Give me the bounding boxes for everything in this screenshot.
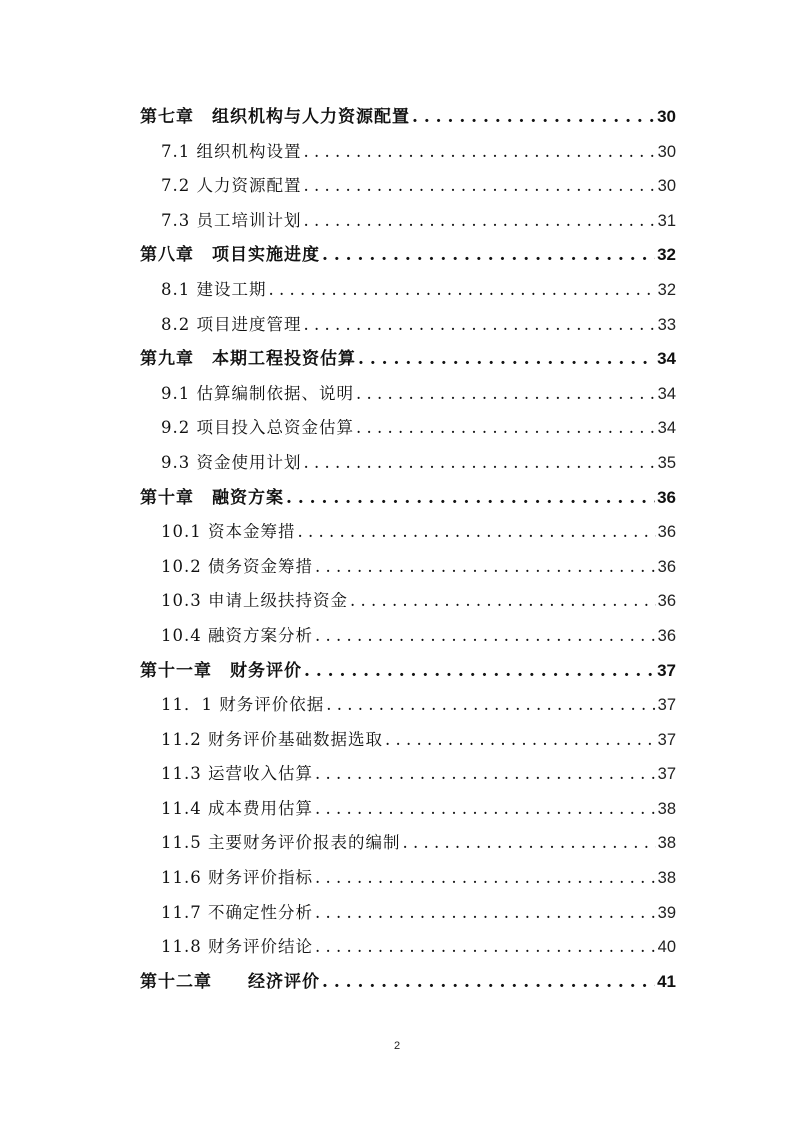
toc-section-entry[interactable] <box>140 515 676 550</box>
toc-entry-page-number: 30 <box>657 142 676 161</box>
dot-leader <box>315 757 656 792</box>
dot-leader <box>356 377 656 412</box>
toc-entry-page-number: 36 <box>657 557 676 576</box>
toc-section-entry[interactable] <box>140 308 676 343</box>
toc-section-entry[interactable] <box>140 377 676 412</box>
toc-section-entry[interactable] <box>140 550 676 585</box>
toc-entry-page-number: 33 <box>657 315 676 334</box>
toc-entry-page-number: 30 <box>657 177 676 196</box>
toc-entry-title: 11.3 运营收入估算 <box>161 764 313 784</box>
dot-leader <box>358 342 655 377</box>
dot-leader <box>412 100 655 135</box>
toc-section-entry[interactable] <box>140 584 676 619</box>
toc-entry-page-number: 36 <box>657 487 676 507</box>
toc-entry-title: 10.1 资本金筹措 <box>161 522 296 542</box>
dot-leader <box>322 965 655 1000</box>
dot-leader <box>315 792 656 827</box>
toc-section-entry[interactable] <box>140 688 676 723</box>
toc-section-entry[interactable] <box>140 446 676 481</box>
toc-entry-page-number: 40 <box>657 938 676 957</box>
dot-leader <box>304 654 655 689</box>
dot-leader <box>385 723 656 758</box>
toc-section-entry[interactable] <box>140 723 676 758</box>
toc-section-entry[interactable] <box>140 204 676 239</box>
toc-section-entry[interactable] <box>140 930 676 965</box>
toc-entry-page-number: 35 <box>657 453 676 472</box>
page-number: 2 <box>393 1040 401 1052</box>
toc-section-entry[interactable] <box>140 757 676 792</box>
toc-entry-page-number: 41 <box>657 971 676 991</box>
toc-entry-title: 11.6 财务评价指标 <box>161 868 313 888</box>
dot-leader <box>402 826 655 861</box>
toc-entry-page-number: 38 <box>657 869 676 888</box>
toc-section-entry[interactable] <box>140 896 676 931</box>
toc-entry-page-number: 32 <box>657 245 676 265</box>
toc-entry-title: 11.4 成本费用估算 <box>161 798 313 818</box>
toc-section-entry[interactable] <box>140 411 676 446</box>
toc-entry-page-number: 30 <box>657 107 676 126</box>
toc-chapter-entry[interactable] <box>140 100 676 135</box>
toc-entry-title: 7.2 人力资源配置 <box>161 176 302 196</box>
toc-entry-title: 第十一章 财务评价 <box>140 660 302 681</box>
toc-entry-page-number: 31 <box>657 211 676 230</box>
toc-section-entry[interactable] <box>140 792 676 827</box>
dot-leader <box>304 446 656 481</box>
toc-entry-page-number: 34 <box>657 349 676 369</box>
dot-leader <box>315 930 656 965</box>
dot-leader <box>356 411 656 446</box>
toc-entry-page-number: 37 <box>657 765 676 784</box>
toc-entry-page-number: 36 <box>657 626 676 645</box>
toc-entry-title: 第七章 组织机构与人力资源配置 <box>140 107 410 127</box>
toc-entry-title: 9.1 估算编制依据、说明 <box>161 383 354 403</box>
dot-leader <box>315 619 656 654</box>
toc-chapter-entry[interactable] <box>140 342 676 377</box>
toc-entry-title: 11.2 财务评价基础数据选取 <box>161 729 383 749</box>
toc-entry-page-number: 38 <box>657 834 676 853</box>
dot-leader <box>286 481 655 516</box>
toc-entry-title: 10.4 融资方案分析 <box>161 625 313 645</box>
toc-entry-title: 11.7 不确定性分析 <box>161 902 313 922</box>
toc-entry-title: 11.5 主要财务评价报表的编制 <box>161 833 401 853</box>
dot-leader <box>304 308 656 343</box>
toc-entry-page-number: 37 <box>657 730 676 749</box>
toc-entry-title: 8.2 项目进度管理 <box>161 314 302 334</box>
toc-entry-title: 第八章 项目实施进度 <box>140 245 320 266</box>
dot-leader <box>304 204 656 239</box>
toc-entry-page-number: 36 <box>657 592 676 611</box>
toc-section-entry[interactable] <box>140 135 676 170</box>
toc-entry-title: 9.3 资金使用计划 <box>161 452 302 472</box>
dot-leader <box>304 169 656 204</box>
toc-chapter-entry[interactable] <box>140 481 676 516</box>
toc-entry-title: 7.3 员工培训计划 <box>161 210 302 230</box>
toc-entry-page-number: 34 <box>657 419 676 438</box>
dot-leader <box>322 238 655 273</box>
dot-leader <box>350 584 656 619</box>
table-of-contents <box>140 100 676 999</box>
toc-entry-page-number: 32 <box>657 280 676 299</box>
toc-entry-title: 10.2 债务资金筹措 <box>161 556 313 576</box>
toc-section-entry[interactable] <box>140 273 676 308</box>
toc-chapter-entry[interactable] <box>140 965 676 1000</box>
toc-entry-title: 10.3 申请上级扶持资金 <box>161 591 348 611</box>
toc-chapter-entry[interactable] <box>140 654 676 689</box>
dot-leader <box>304 135 656 170</box>
toc-entry-page-number: 34 <box>657 384 676 403</box>
toc-entry-title: 9.2 项目投入总资金估算 <box>161 418 354 438</box>
toc-entry-title: 11.8 财务评价结论 <box>161 937 313 957</box>
dot-leader <box>315 896 656 931</box>
toc-entry-title: 第十二章 经济评价 <box>140 971 320 992</box>
toc-entry-title: 7.1 组织机构设置 <box>161 141 302 161</box>
dot-leader <box>297 515 655 550</box>
dot-leader <box>315 550 656 585</box>
toc-section-entry[interactable] <box>140 826 676 861</box>
toc-entry-page-number: 39 <box>657 903 676 922</box>
toc-section-entry[interactable] <box>140 619 676 654</box>
toc-entry-title: 第十章 融资方案 <box>140 487 284 508</box>
toc-entry-title: 8.1 建设工期 <box>161 279 267 299</box>
toc-section-entry[interactable] <box>140 861 676 896</box>
toc-entry-title: 11．1 财务评价依据 <box>161 695 325 715</box>
toc-entry-page-number: 38 <box>657 799 676 818</box>
dot-leader <box>315 861 656 896</box>
toc-section-entry[interactable] <box>140 169 676 204</box>
toc-entry-page-number: 37 <box>657 696 676 715</box>
dot-leader <box>269 273 656 308</box>
toc-entry-title: 第九章 本期工程投资估算 <box>140 349 356 370</box>
toc-entry-page-number: 37 <box>657 660 676 680</box>
toc-entry-page-number: 36 <box>657 523 676 542</box>
dot-leader <box>326 688 655 723</box>
toc-chapter-entry[interactable] <box>140 238 676 273</box>
